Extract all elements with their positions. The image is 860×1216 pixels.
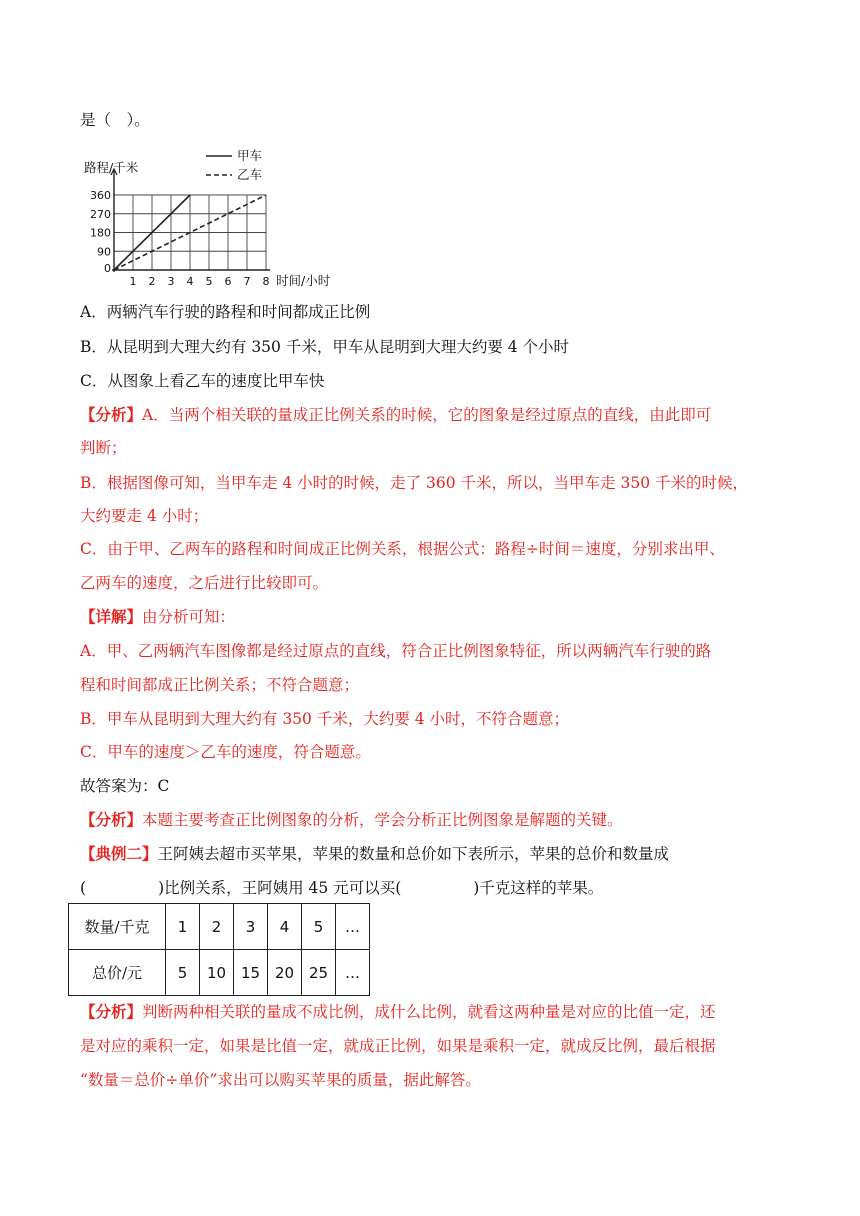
x-tick-label: 7 <box>243 275 251 288</box>
y-tick-label: 180 <box>90 226 111 240</box>
example2-text-3: )千克这样的苹果。 <box>473 879 604 897</box>
option-a: A．两辆汽车行驶的路程和时间都成正比例 <box>80 303 371 321</box>
analysis2-line-0 <box>80 1001 792 1023</box>
detail-intro-line <box>80 606 792 628</box>
example2-line-1 <box>80 843 792 865</box>
table-cell: 20 <box>268 950 302 996</box>
table-cell: 5 <box>166 950 200 996</box>
summary-line <box>80 809 792 831</box>
origin-label: 0 <box>104 262 111 275</box>
example2-text-2: )比例关系，王阿姨用 45 元可以买( <box>158 879 402 897</box>
table-cell: 4 <box>268 904 302 950</box>
summary-tag: 【分析】 <box>80 810 143 829</box>
table-cell: 3 <box>234 904 268 950</box>
row-header: 数量/千克 <box>69 904 166 950</box>
detail-line-2: B．甲车从昆明到大理大约有 350 千米，大约要 4 小时，不符合题意； <box>80 710 570 728</box>
table-cell: 2 <box>200 904 234 950</box>
table-cell: … <box>336 904 370 950</box>
legend-label-yi: 乙车 <box>237 167 263 182</box>
analysis1-tag: 【分析】 <box>80 405 143 424</box>
analysis1-line-2: B．根据图像可知，当甲车走 4 小时的时候，走了 360 千米，所以，当甲车走 350 千米的时候， <box>80 474 748 492</box>
line-chart <box>74 144 374 292</box>
analysis1-line-5: 乙两车的速度，之后进行比较即可。 <box>80 574 329 592</box>
analysis1-line-4: C．由于甲、乙两车的路程和时间成正比例关系，根据公式：路程÷时间＝速度，分别求出甲、 <box>80 540 725 558</box>
table-cell: 25 <box>302 950 336 996</box>
x-tick-label: 1 <box>129 275 137 288</box>
example2-tag: 【典例二】 <box>80 844 158 863</box>
detail-tag: 【详解】 <box>80 607 143 626</box>
option-b: B．从昆明到大理大约有 350 千米，甲车从昆明到大理大约要 4 个小时 <box>80 338 570 356</box>
table-row <box>69 950 370 996</box>
x-tick-label: 5 <box>205 275 213 288</box>
x-tick-label: 3 <box>167 275 175 288</box>
table-row <box>69 904 370 950</box>
x-tick-label: 6 <box>224 275 232 288</box>
analysis1-line-1: 判断； <box>80 439 127 457</box>
blank1-open: ( <box>80 879 87 897</box>
x-tick-label: 2 <box>148 275 156 288</box>
detail-line-3: C．甲车的速度＞乙车的速度，符合题意。 <box>80 743 371 761</box>
table-cell: 5 <box>302 904 336 950</box>
summary-text: 本题主要考查正比例图象的分析，学会分析正比例图象是解题的关键。 <box>142 811 623 829</box>
row-header: 总价/元 <box>69 950 166 996</box>
y-tick-label: 360 <box>90 189 111 202</box>
legend-label-jia: 甲车 <box>237 148 263 163</box>
example2-line-2 <box>80 877 792 899</box>
x-tick-label: 8 <box>262 275 270 288</box>
analysis2-text-0: 判断两种相关联的量成不成比例，成什么比例，就看这两种量是对应的比值一定，还 <box>142 1003 716 1021</box>
option-c: C．从图象上看乙车的速度比甲车快 <box>80 372 325 390</box>
detail-line-1: 程和时间都成正比例关系；不符合题意； <box>80 676 360 694</box>
analysis1-line-3: 大约要走 4 小时； <box>80 507 209 525</box>
detail-intro: 由分析可知： <box>142 608 236 626</box>
analysis2-line-2: “数量＝总价÷单价”求出可以购买苹果的质量，据此解答。 <box>80 1071 481 1089</box>
example2-text-1: 王阿姨去超市买苹果，苹果的数量和总价如下表所示，苹果的总价和数量成 <box>157 845 670 863</box>
y-tick-label: 270 <box>90 207 111 221</box>
analysis2-line-1: 是对应的乘积一定，如果是比值一定，就成正比例，如果是乘积一定，就成反比例，最后根据 <box>80 1037 716 1055</box>
analysis1-line-0 <box>80 404 792 426</box>
x-axis-label: 时间/小时 <box>276 273 331 288</box>
analysis2-tag: 【分析】 <box>80 1002 143 1021</box>
x-tick-label: 4 <box>186 275 194 288</box>
quantity-price-table <box>68 903 370 996</box>
y-axis-label: 路程/千米 <box>84 160 139 175</box>
analysis1-text-0: A．当两个相关联的量成正比例关系的时候，它的图象是经过原点的直线，由此即可 <box>142 406 712 424</box>
detail-line-0: A．甲、乙两辆汽车图像都是经过原点的直线，符合正比例图象特征，所以两辆汽车行驶的路 <box>80 642 712 660</box>
question-tail: 是（ ）。 <box>80 111 150 129</box>
table-cell: … <box>336 950 370 996</box>
table-cell: 15 <box>234 950 268 996</box>
table-cell: 10 <box>200 950 234 996</box>
answer-line: 故答案为：C <box>80 777 170 795</box>
y-tick-label: 90 <box>97 245 111 259</box>
table-cell: 1 <box>166 904 200 950</box>
